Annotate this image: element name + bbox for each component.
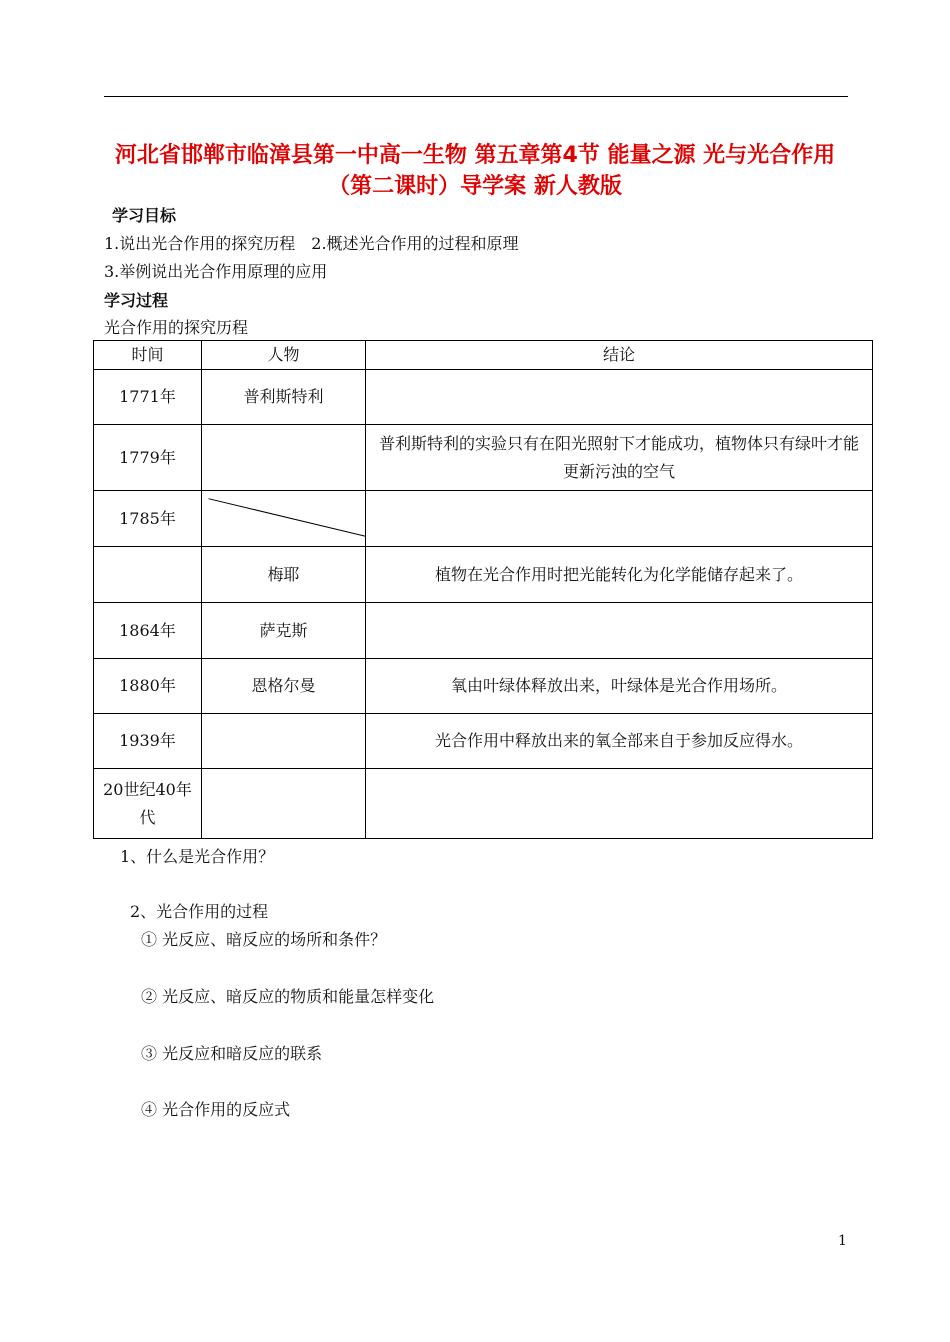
question-2-2: ② 光反应、暗反应的物质和能量怎样变化 [141,987,435,1006]
cell-person: 恩格尔曼 [202,659,366,714]
question-2-1: ① 光反应、暗反应的场所和条件？ [141,930,387,949]
table-caption: 光合作用的探究历程 [104,318,249,337]
objectives-heading: 学习目标 [112,206,177,225]
history-table [93,340,873,839]
objectives-line-2: 3.举例说出光合作用原理的应用 [104,262,328,281]
table-row [94,603,873,659]
question-1: 1、什么是光合作用？ [120,847,275,866]
cell-conclusion: 氧由叶绿体释放出来，叶绿体是光合作用场所。 [366,659,873,714]
cell-person [202,714,366,769]
table-header-row [94,341,873,370]
table-row [94,547,873,603]
cell-conclusion: 植物在光合作用时把光能转化为化学能储存起来了。 [366,547,873,603]
diagonal-strike [202,491,365,546]
cell-conclusion [366,603,873,659]
header-time: 时间 [94,341,202,370]
cell-conclusion [366,491,873,547]
cell-time: 1880年 [94,659,202,714]
cell-time: 1785年 [94,491,202,547]
cell-person-crossed [202,491,366,547]
page-number: 1 [838,1233,847,1249]
header-person: 人物 [202,341,366,370]
cell-conclusion: 光合作用中释放出来的氧全部来自于参加反应得水。 [366,714,873,769]
table-row [94,425,873,491]
cell-person: 梅耶 [202,547,366,603]
table-row [94,370,873,425]
cell-person [202,425,366,491]
objectives-line-1: 1.说出光合作用的探究历程 2.概述光合作用的过程和原理 [104,234,519,253]
question-2-3: ③ 光反应和暗反应的联系 [141,1044,323,1063]
cell-time: 1779年 [94,425,202,491]
header-rule [104,96,848,97]
question-2: 2、光合作用的过程 [130,902,269,921]
table-row [94,491,873,547]
table-row [94,659,873,714]
process-heading: 学习过程 [104,291,169,310]
cell-conclusion: 普利斯特利的实验只有在阳光照射下才能成功，植物体只有绿叶才能更新污浊的空气 [366,425,873,491]
cell-time [94,547,202,603]
table-row [94,714,873,769]
cell-person: 普利斯特利 [202,370,366,425]
header-conclusion: 结论 [366,341,873,370]
cell-time: 1771年 [94,370,202,425]
cell-time: 20世纪40年代 [94,769,202,839]
cell-time: 1939年 [94,714,202,769]
table-row [94,769,873,839]
cell-conclusion [366,769,873,839]
cell-person [202,769,366,839]
cell-person: 萨克斯 [202,603,366,659]
document-title: 河北省邯郸市临漳县第一中高一生物 第五章第4节 能量之源 光与光合作用（第二课时）导学案 新人教版 [114,143,836,199]
cell-time: 1864年 [94,603,202,659]
question-2-4: ④ 光合作用的反应式 [141,1100,291,1119]
cell-conclusion [366,370,873,425]
